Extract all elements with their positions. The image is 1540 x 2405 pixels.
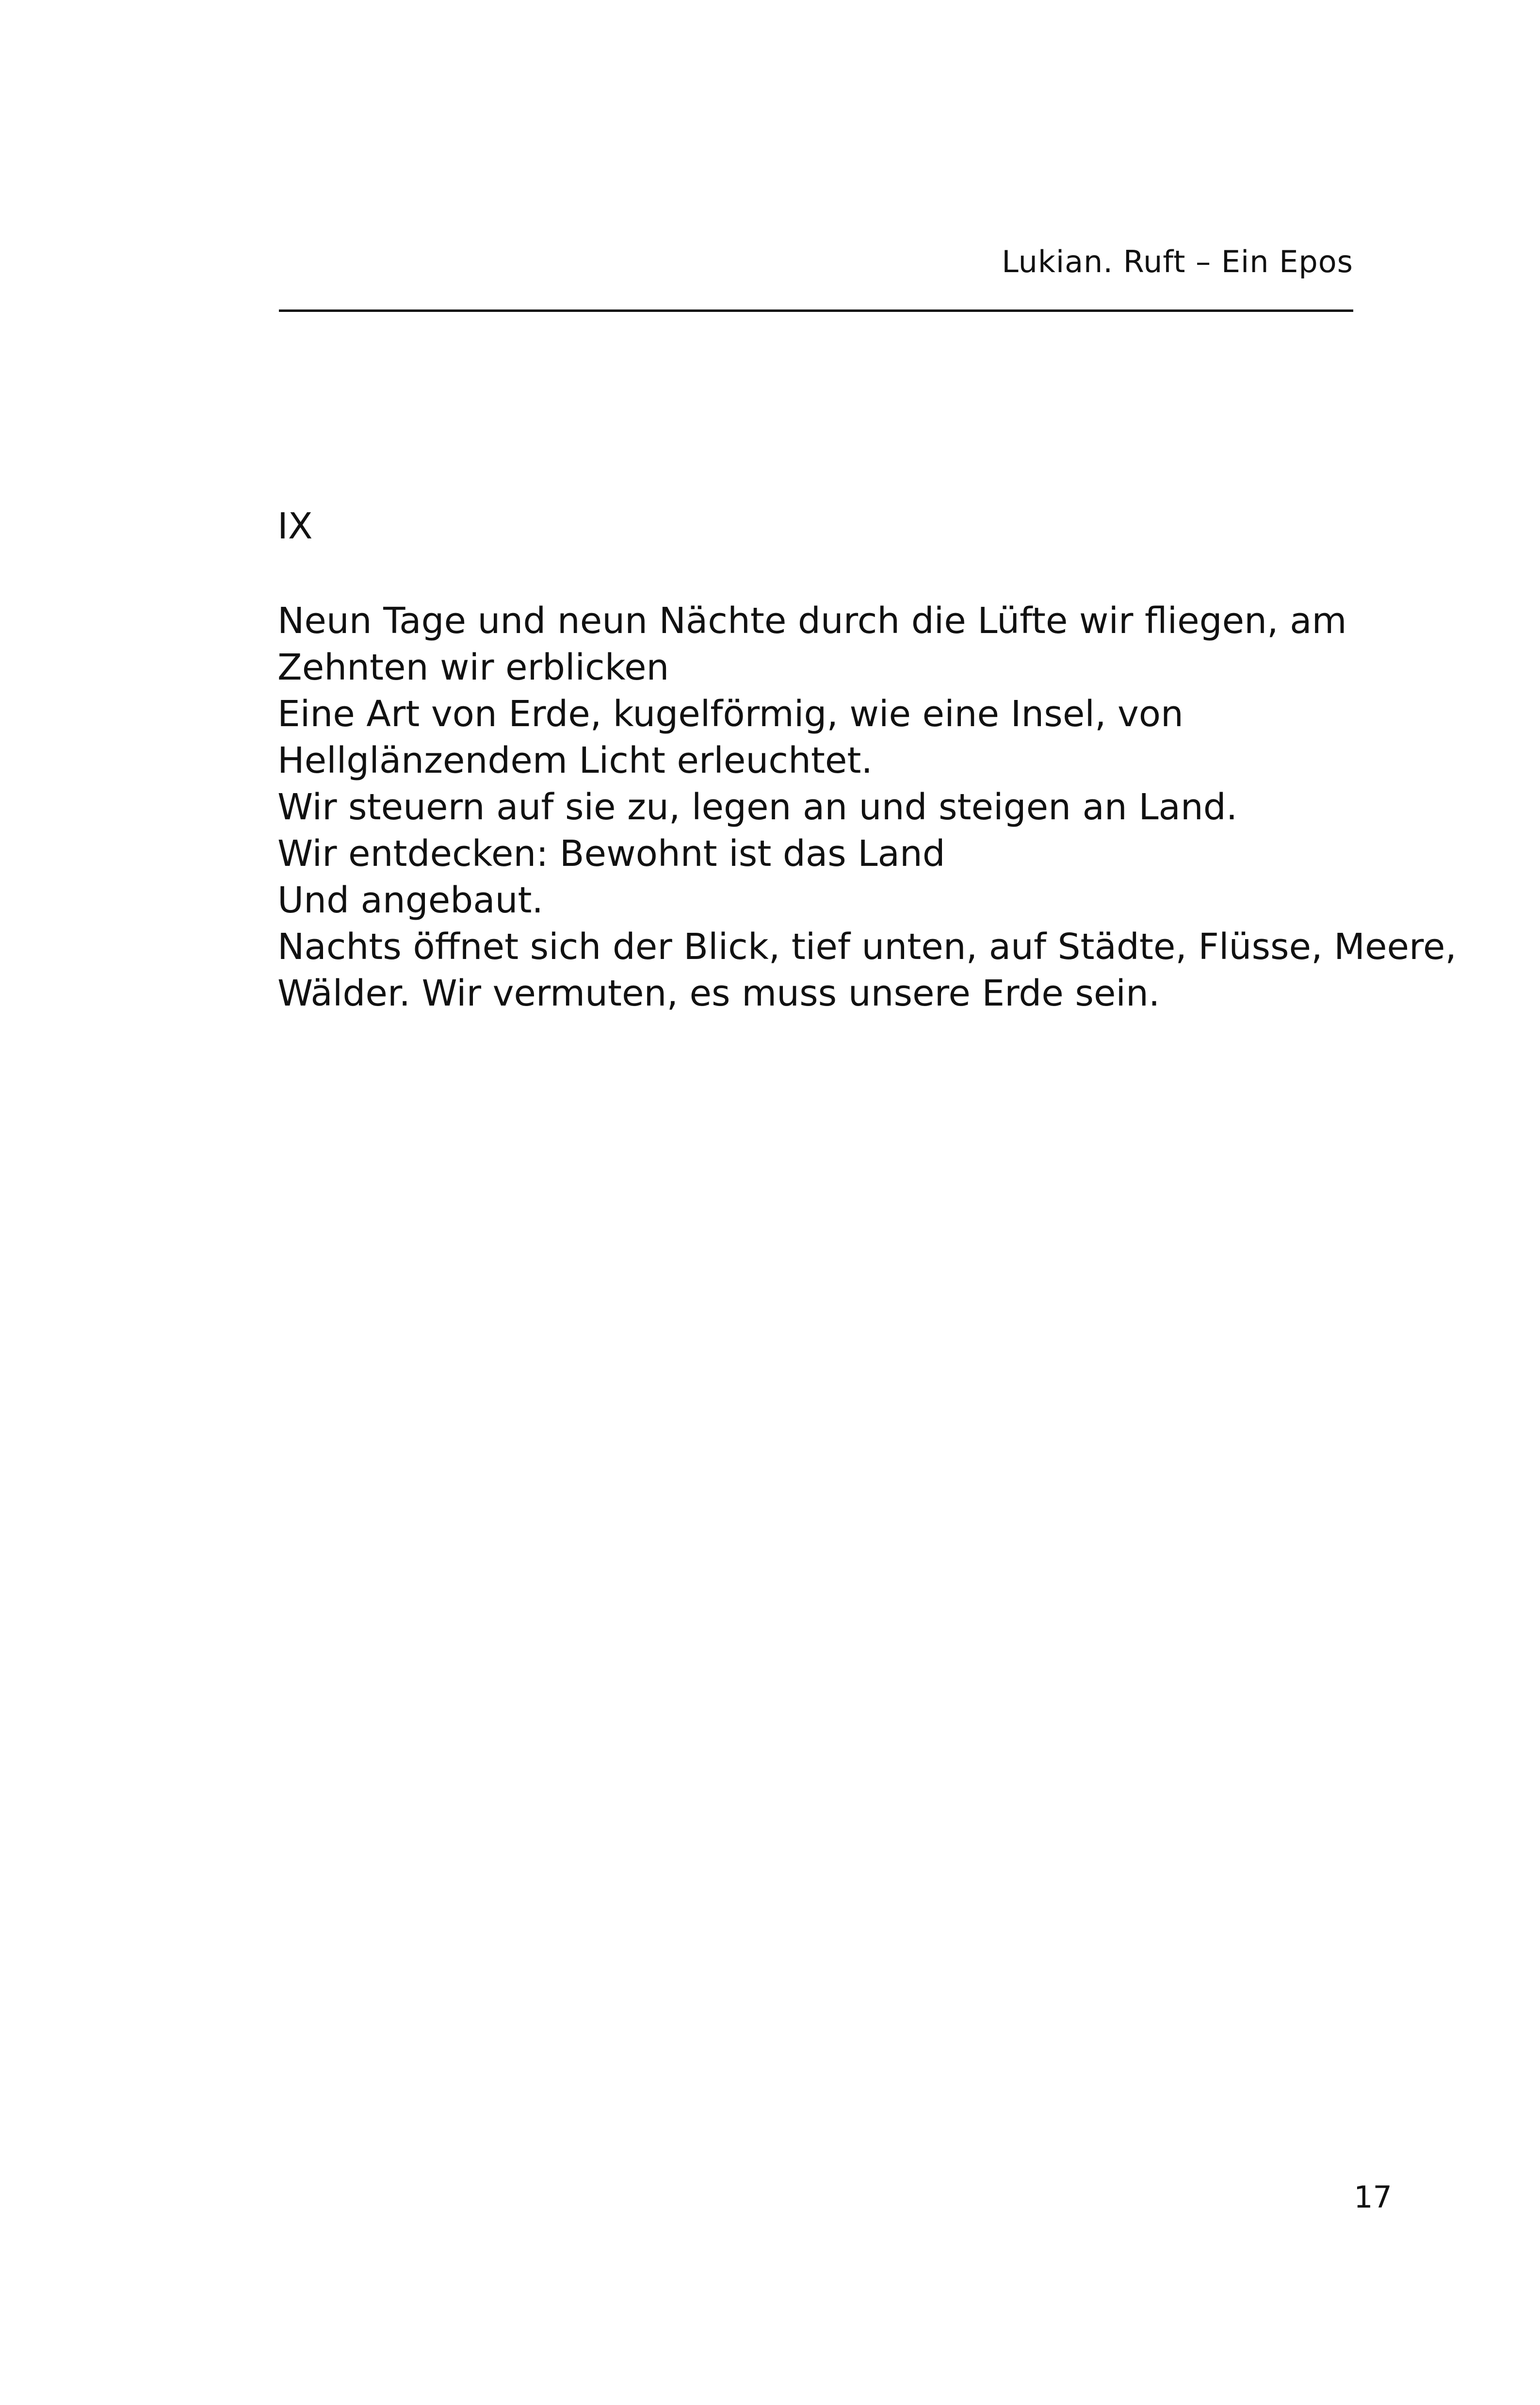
- poem-line: Hellglänzendem Licht erleuchtet.: [277, 740, 873, 781]
- poem-line: Wir entdecken: Bewohnt ist das Land: [277, 833, 945, 875]
- header-rule: [279, 309, 1353, 312]
- poem-line: Und angebaut.: [277, 879, 544, 921]
- poem-line: Wälder. Wir vermuten, es muss unsere Erde sein.: [277, 973, 1160, 1014]
- poem-line: Neun Tage und neun Nächte durch die Lüfte wir fliegen, am: [277, 600, 1347, 642]
- page-number: 17: [1354, 2179, 1392, 2215]
- running-header: Lukian. Ruft – Ein Epos: [1002, 244, 1353, 279]
- poem-body: [277, 598, 1457, 1017]
- poem-line: Eine Art von Erde, kugelförmig, wie eine Insel, von: [277, 693, 1183, 735]
- poem-line: Zehnten wir erblicken: [277, 647, 669, 688]
- poem-line: Nachts öffnet sich der Blick, tief unten, auf Städte, Flüsse, Meere,: [277, 926, 1457, 968]
- poem-line: Wir steuern auf sie zu, legen an und steigen an Land.: [277, 786, 1238, 828]
- canto-number: IX: [277, 505, 313, 547]
